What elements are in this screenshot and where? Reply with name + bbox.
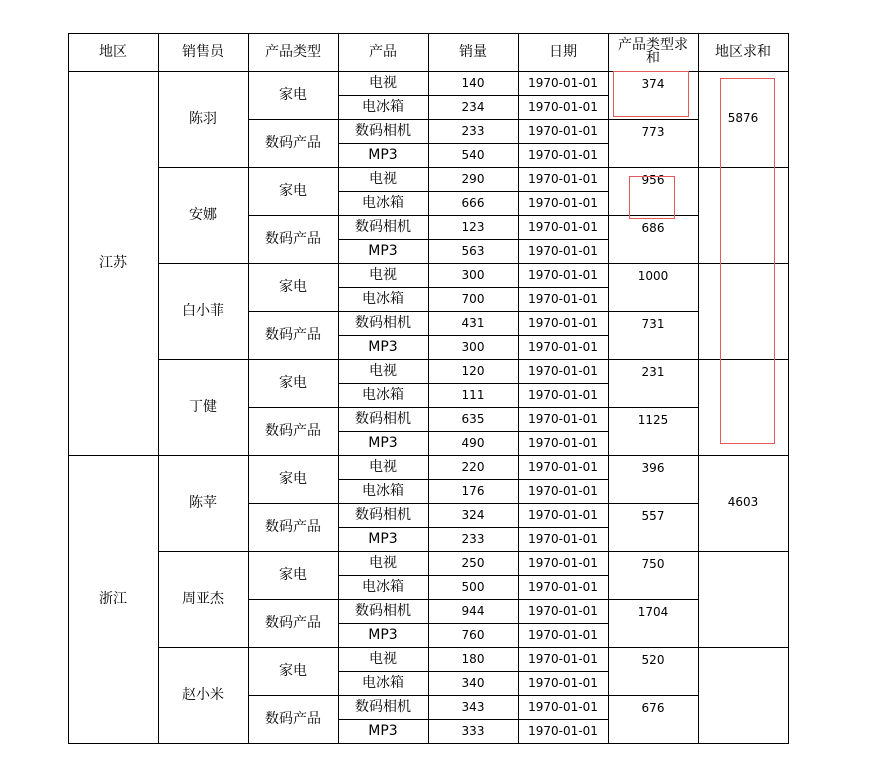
product-cell: 电视 [369, 75, 397, 91]
product-type-cell: 数码产品 [265, 327, 321, 343]
product-cell: 电视 [369, 555, 397, 571]
product-type-cell: 家电 [279, 567, 307, 583]
quantity-cell: 324 [461, 508, 485, 522]
region-sum-cell: 4603 [727, 495, 759, 509]
product-cell: MP3 [368, 435, 398, 451]
quantity-cell: 563 [461, 244, 485, 258]
product-type-cell: 数码产品 [265, 231, 321, 247]
header-product: 产品 [369, 44, 397, 60]
product-cell: 电视 [369, 363, 397, 379]
header-date: 日期 [549, 44, 577, 60]
quantity-cell: 120 [461, 364, 485, 378]
date-cell: 1970-01-01 [528, 220, 598, 234]
header-region-sum: 地区求和 [715, 44, 771, 60]
quantity-cell: 540 [461, 148, 485, 162]
table-vline [608, 33, 609, 744]
date-cell: 1970-01-01 [528, 364, 598, 378]
date-cell: 1970-01-01 [528, 124, 598, 138]
product-cell: 数码相机 [355, 603, 411, 619]
quantity-cell: 760 [461, 628, 485, 642]
product-type-cell: 家电 [279, 183, 307, 199]
product-cell: MP3 [368, 147, 398, 163]
date-cell: 1970-01-01 [528, 76, 598, 90]
product-type-cell: 数码产品 [265, 135, 321, 151]
quantity-cell: 944 [461, 604, 485, 618]
date-cell: 1970-01-01 [528, 100, 598, 114]
product-type-cell: 家电 [279, 663, 307, 679]
product-cell: 数码相机 [355, 507, 411, 523]
region-sum-cell: 5876 [727, 111, 759, 125]
quantity-cell: 290 [461, 172, 485, 186]
table-hline [698, 551, 789, 552]
product-cell: 电冰箱 [362, 195, 404, 211]
table-vline [248, 33, 249, 744]
date-cell: 1970-01-01 [528, 340, 598, 354]
quantity-cell: 340 [461, 676, 485, 690]
date-cell: 1970-01-01 [528, 268, 598, 282]
quantity-cell: 140 [461, 76, 485, 90]
quantity-cell: 300 [461, 340, 485, 354]
product-cell: 数码相机 [355, 123, 411, 139]
table-vline [158, 33, 159, 744]
header-product-type: 产品类型 [265, 44, 321, 60]
date-cell: 1970-01-01 [528, 148, 598, 162]
quantity-cell: 635 [461, 412, 485, 426]
quantity-cell: 180 [461, 652, 485, 666]
type-sum-cell: 676 [641, 701, 665, 715]
quantity-cell: 234 [461, 100, 485, 114]
product-cell: 电视 [369, 459, 397, 475]
header-salesperson: 销售员 [182, 44, 224, 60]
quantity-cell: 233 [461, 532, 485, 546]
product-type-cell: 数码产品 [265, 615, 321, 631]
product-cell: 电冰箱 [362, 387, 404, 403]
salesperson-cell: 白小菲 [182, 303, 224, 319]
product-cell: MP3 [368, 243, 398, 259]
product-cell: 数码相机 [355, 411, 411, 427]
date-cell: 1970-01-01 [528, 436, 598, 450]
salesperson-cell: 安娜 [189, 207, 217, 223]
date-cell: 1970-01-01 [528, 244, 598, 258]
quantity-cell: 490 [461, 436, 485, 450]
type-sum-cell: 731 [641, 317, 665, 331]
type-sum-cell: 773 [641, 125, 665, 139]
quantity-cell: 666 [461, 196, 485, 210]
product-cell: MP3 [368, 339, 398, 355]
product-type-cell: 家电 [279, 87, 307, 103]
table-vline [338, 33, 339, 744]
type-sum-cell: 557 [641, 509, 665, 523]
date-cell: 1970-01-01 [528, 604, 598, 618]
table-vline [68, 33, 69, 744]
quantity-cell: 220 [461, 460, 485, 474]
product-cell: 电冰箱 [362, 579, 404, 595]
table-vline [428, 33, 429, 744]
date-cell: 1970-01-01 [528, 724, 598, 738]
type-sum-cell: 396 [641, 461, 665, 475]
region-cell: 江苏 [99, 255, 127, 271]
date-cell: 1970-01-01 [528, 508, 598, 522]
quantity-cell: 111 [461, 388, 485, 402]
product-cell: 电冰箱 [362, 99, 404, 115]
product-type-cell: 数码产品 [265, 519, 321, 535]
date-cell: 1970-01-01 [528, 532, 598, 546]
product-cell: 电视 [369, 267, 397, 283]
date-cell: 1970-01-01 [528, 556, 598, 570]
date-cell: 1970-01-01 [528, 196, 598, 210]
type-sum-cell: 1125 [637, 413, 669, 427]
product-cell: 数码相机 [355, 315, 411, 331]
product-cell: MP3 [368, 627, 398, 643]
date-cell: 1970-01-01 [528, 460, 598, 474]
table-vline [788, 33, 789, 744]
table-vline [518, 33, 519, 744]
quantity-cell: 333 [461, 724, 485, 738]
type-sum-cell: 374 [641, 77, 665, 91]
date-cell: 1970-01-01 [528, 652, 598, 666]
product-cell: 电冰箱 [362, 291, 404, 307]
date-cell: 1970-01-01 [528, 628, 598, 642]
product-cell: MP3 [368, 531, 398, 547]
product-cell: 数码相机 [355, 699, 411, 715]
type-sum-cell: 1000 [637, 269, 669, 283]
date-cell: 1970-01-01 [528, 484, 598, 498]
salesperson-cell: 陈苹 [189, 495, 217, 511]
date-cell: 1970-01-01 [528, 316, 598, 330]
quantity-cell: 233 [461, 124, 485, 138]
quantity-cell: 300 [461, 268, 485, 282]
date-cell: 1970-01-01 [528, 292, 598, 306]
salesperson-cell: 周亚杰 [182, 591, 224, 607]
table-hline [698, 263, 789, 264]
date-cell: 1970-01-01 [528, 412, 598, 426]
region-cell: 浙江 [99, 591, 127, 607]
type-sum-cell: 956 [641, 173, 665, 187]
type-sum-cell: 1704 [637, 605, 669, 619]
quantity-cell: 431 [461, 316, 485, 330]
type-sum-cell: 231 [641, 365, 665, 379]
product-type-cell: 数码产品 [265, 711, 321, 727]
type-sum-cell: 750 [641, 557, 665, 571]
product-cell: MP3 [368, 723, 398, 739]
quantity-cell: 123 [461, 220, 485, 234]
salesperson-cell: 赵小米 [182, 687, 224, 703]
table-hline [698, 167, 789, 168]
date-cell: 1970-01-01 [528, 580, 598, 594]
product-type-cell: 家电 [279, 279, 307, 295]
quantity-cell: 500 [461, 580, 485, 594]
date-cell: 1970-01-01 [528, 700, 598, 714]
product-cell: 电视 [369, 651, 397, 667]
table-hline [698, 647, 789, 648]
quantity-cell: 343 [461, 700, 485, 714]
header-quantity: 销量 [459, 44, 487, 60]
date-cell: 1970-01-01 [528, 388, 598, 402]
table-vline [698, 33, 699, 744]
product-cell: 电视 [369, 171, 397, 187]
product-type-cell: 家电 [279, 375, 307, 391]
type-sum-cell: 686 [641, 221, 665, 235]
header-type-sum: 产品类型求和 [618, 37, 688, 66]
product-cell: 数码相机 [355, 219, 411, 235]
date-cell: 1970-01-01 [528, 172, 598, 186]
salesperson-cell: 陈羽 [189, 111, 217, 127]
header-region: 地区 [99, 44, 127, 60]
quantity-cell: 250 [461, 556, 485, 570]
table-hline [698, 359, 789, 360]
date-cell: 1970-01-01 [528, 676, 598, 690]
quantity-cell: 176 [461, 484, 485, 498]
product-cell: 电冰箱 [362, 483, 404, 499]
salesperson-cell: 丁健 [189, 399, 217, 415]
product-cell: 电冰箱 [362, 675, 404, 691]
product-type-cell: 家电 [279, 471, 307, 487]
type-sum-cell: 520 [641, 653, 665, 667]
quantity-cell: 700 [461, 292, 485, 306]
product-type-cell: 数码产品 [265, 423, 321, 439]
